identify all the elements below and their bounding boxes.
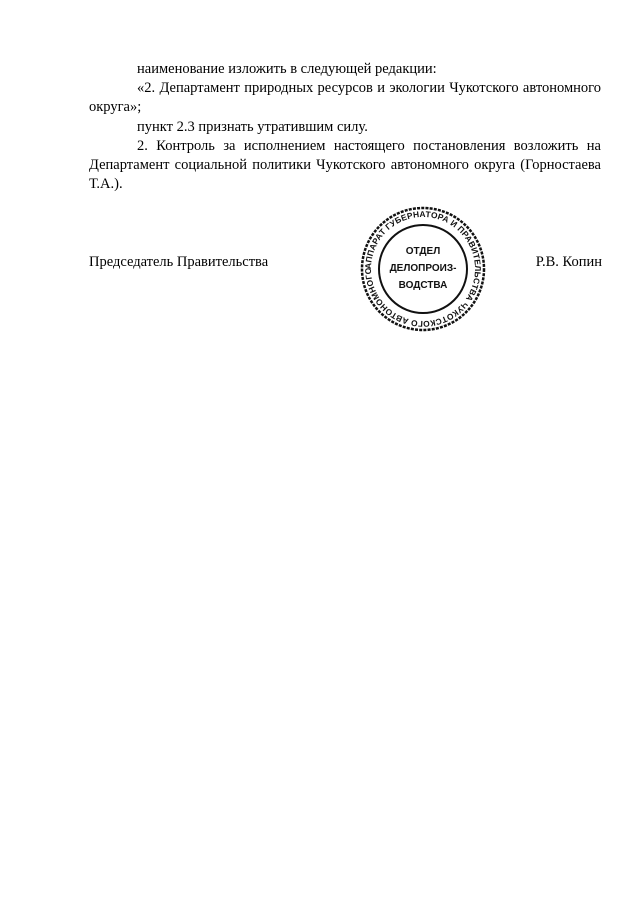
stamp-seal-icon — [359, 205, 487, 333]
official-stamp — [359, 205, 487, 333]
stamp-line-3: ВОДСТВА — [398, 280, 448, 291]
stamp-line-1: ОТДЕЛ — [405, 246, 441, 257]
document-body — [89, 60, 601, 194]
signatory-name: Р.В. Копин — [535, 254, 602, 270]
stamp-line-2: ДЕЛОПРОИЗ- — [389, 263, 457, 274]
paragraph-1: наименование изложить в следующей редакции: — [137, 61, 437, 77]
paragraph-2: «2. Департамент природных ресурсов и экологии Чукотского автономного округа»; — [89, 80, 601, 116]
stamp-ring-text: АППАРАТ ГУБЕРНАТОРА И ПРАВИТЕЛЬСТВА ЧУКОТСКОГО АВТОНОМНОГО — [362, 208, 484, 330]
signatory-position: Председатель Правительства — [89, 254, 269, 270]
paragraph-3: пункт 2.3 признать утратившим силу. — [137, 118, 368, 135]
paragraph-4: 2. Контроль за исполнением настоящего постановления возложить на Департамент социальной политики Чукотского автономного округа (Горностаева Т.А.). — [89, 137, 601, 193]
